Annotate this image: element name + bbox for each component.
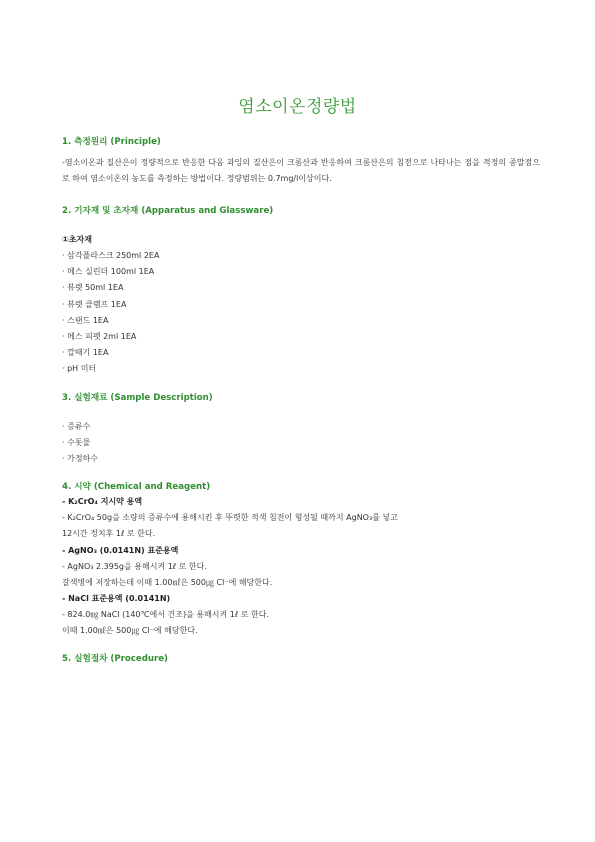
reagent-2-line-2: 갈색병에 저장하는데 이때 1.00㎖은 500㎍ Cl⁻에 해당한다. [62,577,273,587]
list-item: · 뷰렛 50ml 1EA [62,283,124,293]
list-item: · 메스 피펫 2ml 1EA [62,332,137,342]
list-item: · 깔때기 1EA [62,348,109,358]
section-1-body: -염소이온과 질산은이 정량적으로 반응한 다음 과잉의 질산은이 크롬산과 반응하여 크롬산은의 침전으로 나타나는 점을 적정의 종말점으로 하여 염소이온의 농도를 측정하는 방법이다. 정량범위는 0.7mg/l이상이다. [62,158,540,183]
section-1-heading: 1. 측정원리 (Principle) [62,137,161,147]
reagent-1-line-2: 12시간 정치후 1ℓ 로 한다. [62,529,156,539]
reagent-1-line-1: - K₂CrO₄ 50g을 소량의 증류수에 용해시킨 후 뚜렷한 적색 침전이 형성될 때까지 AgNO₃를 넣고 [62,513,398,523]
reagent-3-line-2: 이때 1.00㎖은 500㎍ Cl⁻에 해당한다. [62,626,198,636]
section-3-heading: 3. 실험재료 (Sample Description) [62,392,213,403]
reagent-2-title: - AgNO₃ (0.0141N) 표준용액 [62,545,179,555]
reagent-3-title: - NaCl 표준용액 (0.0141N) [62,594,171,604]
list-item: · 뷰렛 클램프 1EA [62,299,127,309]
list-item: · pH 미터 [62,364,97,374]
reagent-3-line-1: - 824.0㎎ NaCl (140℃에서 건조)을 용해시켜 1ℓ 로 한다. [62,610,269,620]
reagent-2-line-1: - AgNO₃ 2.395g을 용해시켜 1ℓ 로 한다. [62,561,207,571]
list-item: · 수돗물 [62,437,91,447]
list-item: · 삼각플라스크 250ml 2EA [62,251,160,260]
list-item: · 스탠드 1EA [62,315,109,325]
section-2-subheading: ①초자재 [62,235,92,244]
section-5-heading: 5. 실험절차 (Procedure) [62,654,168,665]
list-item: · 가정하수 [62,454,98,464]
section-4-heading: 4. 시약 (Chemical and Reagent) [62,482,211,493]
section-2-heading: 2. 기자재 및 초자재 (Apparatus and Glassware) [62,206,274,216]
reagent-1-title: - K₂CrO₄ 지시약 용액 [62,497,143,507]
list-item: · 증류수 [62,421,91,431]
list-item: · 메스 실린더 100ml 1EA [62,267,155,277]
document-body [62,136,540,666]
document-title: 염소이온정량법 [238,97,357,117]
